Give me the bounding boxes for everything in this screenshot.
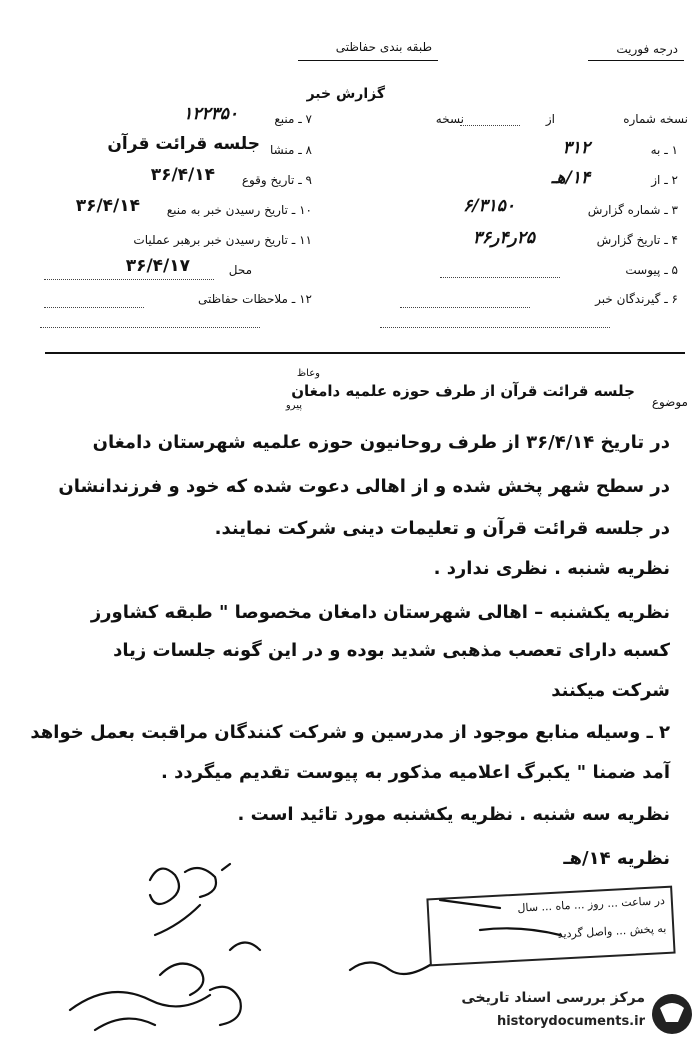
body-line-1: در تاریخ ۳۶/۴/۱۴ از طرف روحانیون حوزه علمیه شهرستان دامغان xyxy=(92,432,670,453)
field-7-label: ۷ ـ منبع xyxy=(274,112,312,126)
body-line-6: کسبه دارای تعصب مذهبی شدید بوده و در این گونه جلسات زیاد xyxy=(113,640,670,661)
field-10-value: ۳۶/۴/۱۴ xyxy=(75,196,140,216)
place-value: ۳۶/۴/۱۷ xyxy=(125,256,190,276)
body-line-5: نظریه یکشنبه – اهالی شهرستان دامغان مخصوصا " طبقه کشاورز xyxy=(90,602,670,623)
field-12-label: ۱۲ ـ ملاحظات حفاظتی xyxy=(198,292,312,306)
field-3-label: ۳ ـ شماره گزارش xyxy=(587,203,678,217)
classification-label: طبقه بندی حفاظتی xyxy=(335,40,432,54)
field-7-value: ۱۲۲۳۵۰ xyxy=(183,104,238,124)
report-title: گزارش خبر xyxy=(306,86,385,102)
subject-below: پیرو xyxy=(285,400,302,411)
copy-of-label: از xyxy=(545,112,555,126)
copy-label: نسخه xyxy=(435,112,464,126)
body-line-9: آمد ضمنا " یکبرگ اعلامیه مذکور به پیوست تقدیم میگردد . xyxy=(160,762,670,783)
field-1-label: ۱ ـ به xyxy=(650,143,678,157)
stamp-line-2: به پخش ... واصل گردید xyxy=(557,921,667,941)
field-8-label: ۸ ـ منشا xyxy=(269,143,312,157)
field-4-label: ۴ ـ تاریخ گزارش xyxy=(596,233,678,247)
field-2-value: ۱۴/هـ xyxy=(551,168,590,188)
watermark-site: historydocuments.ir xyxy=(496,1014,645,1029)
body-line-10: نظریه سه شنبه . نظریه یکشنبه مورد تائید است . xyxy=(237,804,670,825)
archive-watermark xyxy=(420,990,695,1040)
field-9-value: ۳۶/۴/۱۴ xyxy=(150,165,215,185)
body-line-2: در سطح شهر پخش شده و از اهالی دعوت شده که خود و فرزندانشان xyxy=(58,476,670,497)
stamp-line-1: در ساعت ... روز ... ماه ... سال xyxy=(517,894,666,915)
field-11-label: ۱۱ ـ تاریخ رسیدن خبر برهبر عملیات xyxy=(133,233,312,247)
field-1-value: ۳۱۲ xyxy=(562,138,590,158)
field-10-label: ۱۰ ـ تاریخ رسیدن خبر به منبع xyxy=(166,203,312,217)
watermark-org: مرکز بررسی اسناد تاریخی xyxy=(461,990,645,1006)
field-5-label: ۵ ـ پیوست xyxy=(625,263,678,277)
body-line-3: در جلسه قرائت قرآن و تعلیمات دینی شرکت نمایند. xyxy=(214,518,670,539)
field-8-value: جلسه قرائت قرآن xyxy=(107,134,260,154)
subject-label: موضوع xyxy=(651,395,688,409)
receipt-stamp xyxy=(426,886,675,967)
field-3-value: ۶/۳۱۵۰ xyxy=(463,196,515,216)
copy-number-label: نسخه شماره xyxy=(623,112,688,126)
body-line-8: ۲ ـ وسیله منابع موجود از مدرسین و شرکت کنندگان مراقبت بعمل خواهد xyxy=(30,722,670,743)
field-9-label: ۹ ـ تاریخ وقوع xyxy=(241,173,312,187)
subject-text: جلسه قرائت قرآن از طرف حوزه علمیه دامغان xyxy=(291,382,635,400)
field-6-label: ۶ ـ گیرندگان خبر xyxy=(595,292,678,306)
body-line-11: نظریه ۱۴/هـ xyxy=(563,848,670,869)
field-2-label: ۲ ـ از xyxy=(651,173,678,187)
urgency-label: درجه فوریت xyxy=(616,42,678,56)
place-label: محل xyxy=(228,263,252,277)
field-4-value: ۲۵ر۴ر۳۶ xyxy=(472,228,535,248)
subject-above: وعاظ xyxy=(296,368,320,379)
body-line-7: شرکت میکنند xyxy=(551,680,670,701)
body-line-4: نظریه شنبه . نظری ندارد . xyxy=(433,558,670,579)
